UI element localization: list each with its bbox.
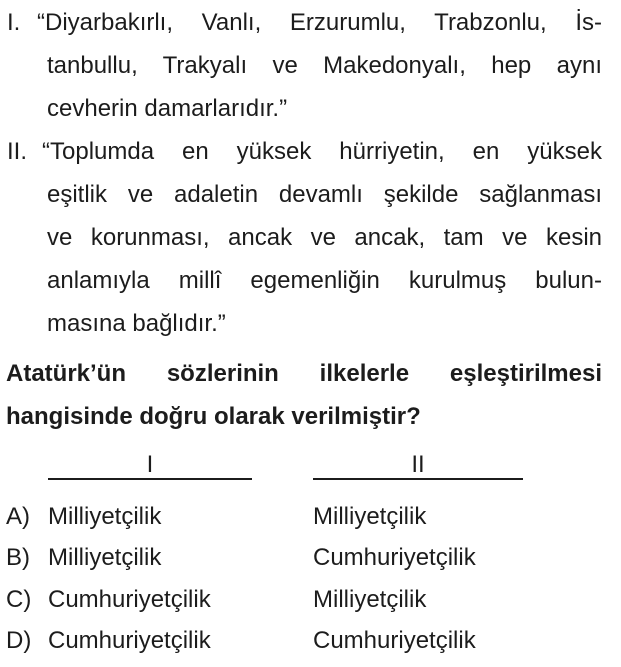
statement-number: I. [7, 9, 21, 36]
statement-line: anlamıyla millî egemenliğin kurulmuş bulun- [47, 267, 602, 294]
statement-line: “Diyarbakırlı, Vanlı, Erzurumlu, Trabzonlu, İs- [37, 9, 602, 36]
option-letter: B) [6, 544, 30, 571]
column-header-1: I [48, 452, 252, 480]
statement-line: “Toplumda en yüksek hürriyetin, en yüksek [42, 138, 602, 165]
statement-line: tanbullu, Trakyalı ve Makedonyalı, hep aynı [47, 52, 602, 79]
statement-line: masına bağlıdır.” [47, 310, 226, 337]
option-col1: Milliyetçilik [48, 503, 162, 530]
question-line: hangisinde doğru olarak verilmiştir? [6, 403, 421, 430]
option-col2: Milliyetçilik [313, 503, 427, 530]
question-line: Atatürk’ün sözlerinin ilkelerle eşleştirilmesi [6, 360, 602, 387]
option-col2: Cumhuriyetçilik [313, 627, 476, 654]
statement-line: eşitlik ve adaletin devamlı şekilde sağlanması [47, 181, 602, 208]
option-letter: D) [6, 627, 32, 654]
option-col1: Cumhuriyetçilik [48, 627, 211, 654]
option-col1: Cumhuriyetçilik [48, 586, 211, 613]
statement-number: II. [7, 138, 28, 165]
column-header-2: II [313, 452, 523, 480]
option-letter: A) [6, 503, 30, 530]
option-col2: Milliyetçilik [313, 586, 427, 613]
statement-line: cevherin damarlarıdır.” [47, 95, 288, 122]
option-col1: Milliyetçilik [48, 544, 162, 571]
option-col2: Cumhuriyetçilik [313, 544, 476, 571]
statement-line: ve korunması, ancak ve ancak, tam ve kesin [47, 224, 602, 251]
option-letter: C) [6, 586, 32, 613]
